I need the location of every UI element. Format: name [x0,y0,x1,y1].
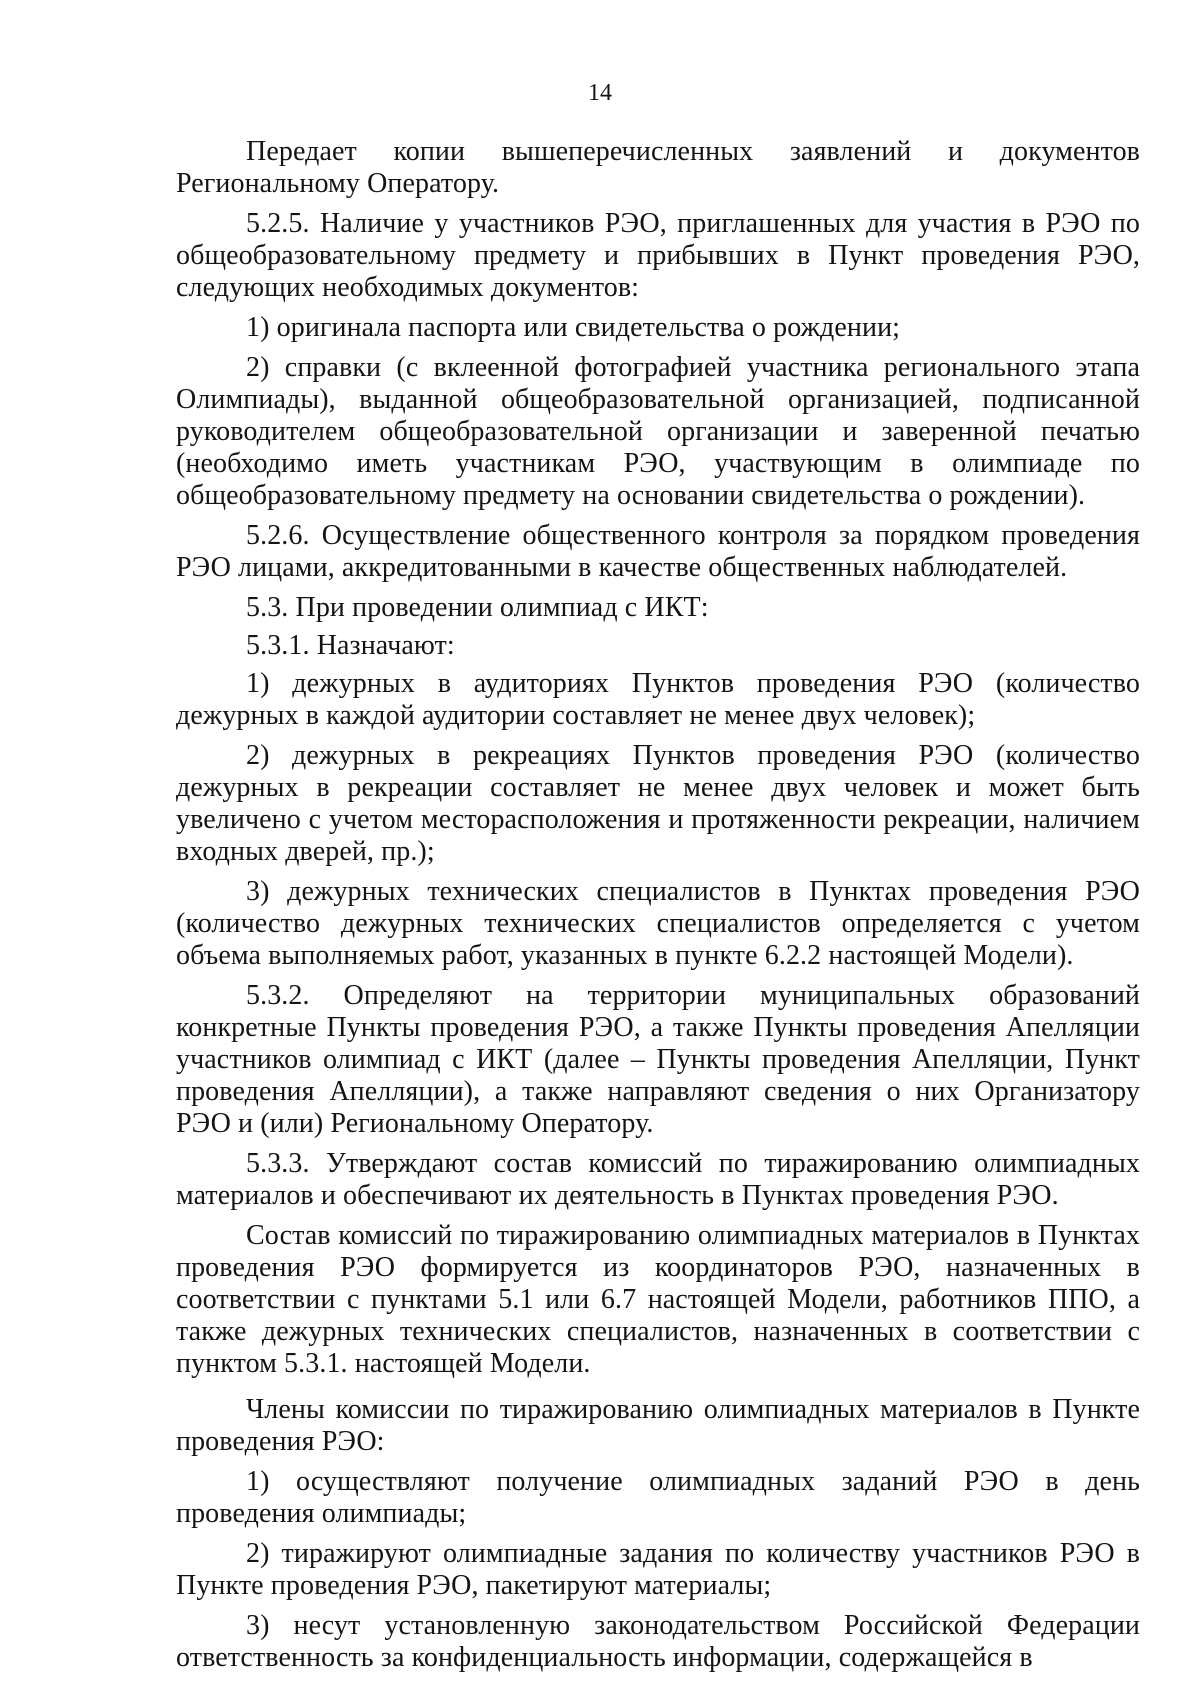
paragraph-transfer-copies: Передает копии вышеперечисленных заявлений и документов Региональному Оператору. [176,136,1140,199]
paragraph-commission-composition: Состав комиссий по тиражированию олимпиадных материалов в Пунктах проведения РЭО формируется из координаторов РЭО, назначенных в соответствии с пунктами 5.1 или 6.7 настоящей Модели, работников ППО, а также дежурных технических специалистов, назначенных в соответствии с пунктом 5.3.1. настоящей Модели. [176,1220,1140,1379]
page-number: 14 [588,80,612,106]
paragraph-5-3: 5.3. При проведении олимпиад с ИКТ: [246,592,709,623]
paragraph-5-3-2: 5.3.2. Определяют на территории муниципальных образований конкретные Пункты проведения РЭО, а также Пункты проведения Апелляции участников олимпиад с ИКТ (далее – Пункты проведения Апелляции, Пункт проведения Апелляции), а также направляют сведения о них Организатору РЭО и (или) Региональному Оператору. [176,980,1140,1139]
paragraph-item-passport: 1) оригинала паспорта или свидетельства о рождении; [246,312,901,343]
paragraph-5-3-3: 5.3.3. Утверждают состав комиссий по тиражированию олимпиадных материалов и обеспечивают их деятельность в Пунктах проведения РЭО. [176,1148,1140,1211]
paragraph-5-3-1: 5.3.1. Назначают: [246,630,455,661]
paragraph-item-replicate-tasks: 2) тиражируют олимпиадные задания по количеству участников РЭО в Пункте проведения РЭО, пакетируют материалы; [176,1538,1140,1601]
paragraph-item-technical-duty: 3) дежурных технических специалистов в Пунктах проведения РЭО (количество дежурных технических специалистов определяется с учетом объема выполняемых работ, указанных в пункте 6.2.2 настоящей Модели). [176,876,1140,971]
paragraph-commission-members: Члены комиссии по тиражированию олимпиадных материалов в Пункте проведения РЭО: [176,1394,1140,1457]
paragraph-item-certificate: 2) справки (с вклеенной фотографией участника регионального этапа Олимпиады), выданной общеобразовательной организацией, подписанной руководителем общеобразовательной организации и заверенной печатью (необходимо иметь участникам РЭО, участвующим в олимпиаде по общеобразовательному предмету на основании свидетельства о рождении). [176,352,1140,511]
paragraph-5-2-6: 5.2.6. Осуществление общественного контроля за порядком проведения РЭО лицами, аккредитованными в качестве общественных наблюдателей. [176,520,1140,583]
paragraph-item-auditorium-duty: 1) дежурных в аудиториях Пунктов проведения РЭО (количество дежурных в каждой аудитории составляет не менее двух человек); [176,668,1140,731]
document-body [176,136,1140,1682]
paragraph-item-responsibility: 3) несут установленную законодательством Российской Федерации ответственность за конфиденциальность информации, содержащейся в [176,1610,1140,1673]
paragraph-item-receive-tasks: 1) осуществляют получение олимпиадных заданий РЭО в день проведения олимпиады; [176,1466,1140,1529]
paragraph-5-2-5: 5.2.5. Наличие у участников РЭО, приглашенных для участия в РЭО по общеобразовательному предмету и прибывших в Пункт проведения РЭО, следующих необходимых документов: [176,208,1140,303]
paragraph-item-recreation-duty: 2) дежурных в рекреациях Пунктов проведения РЭО (количество дежурных в рекреации составляет не менее двух человек и может быть увеличено с учетом месторасположения и протяженности рекреации, наличием входных дверей, пр.); [176,740,1140,867]
